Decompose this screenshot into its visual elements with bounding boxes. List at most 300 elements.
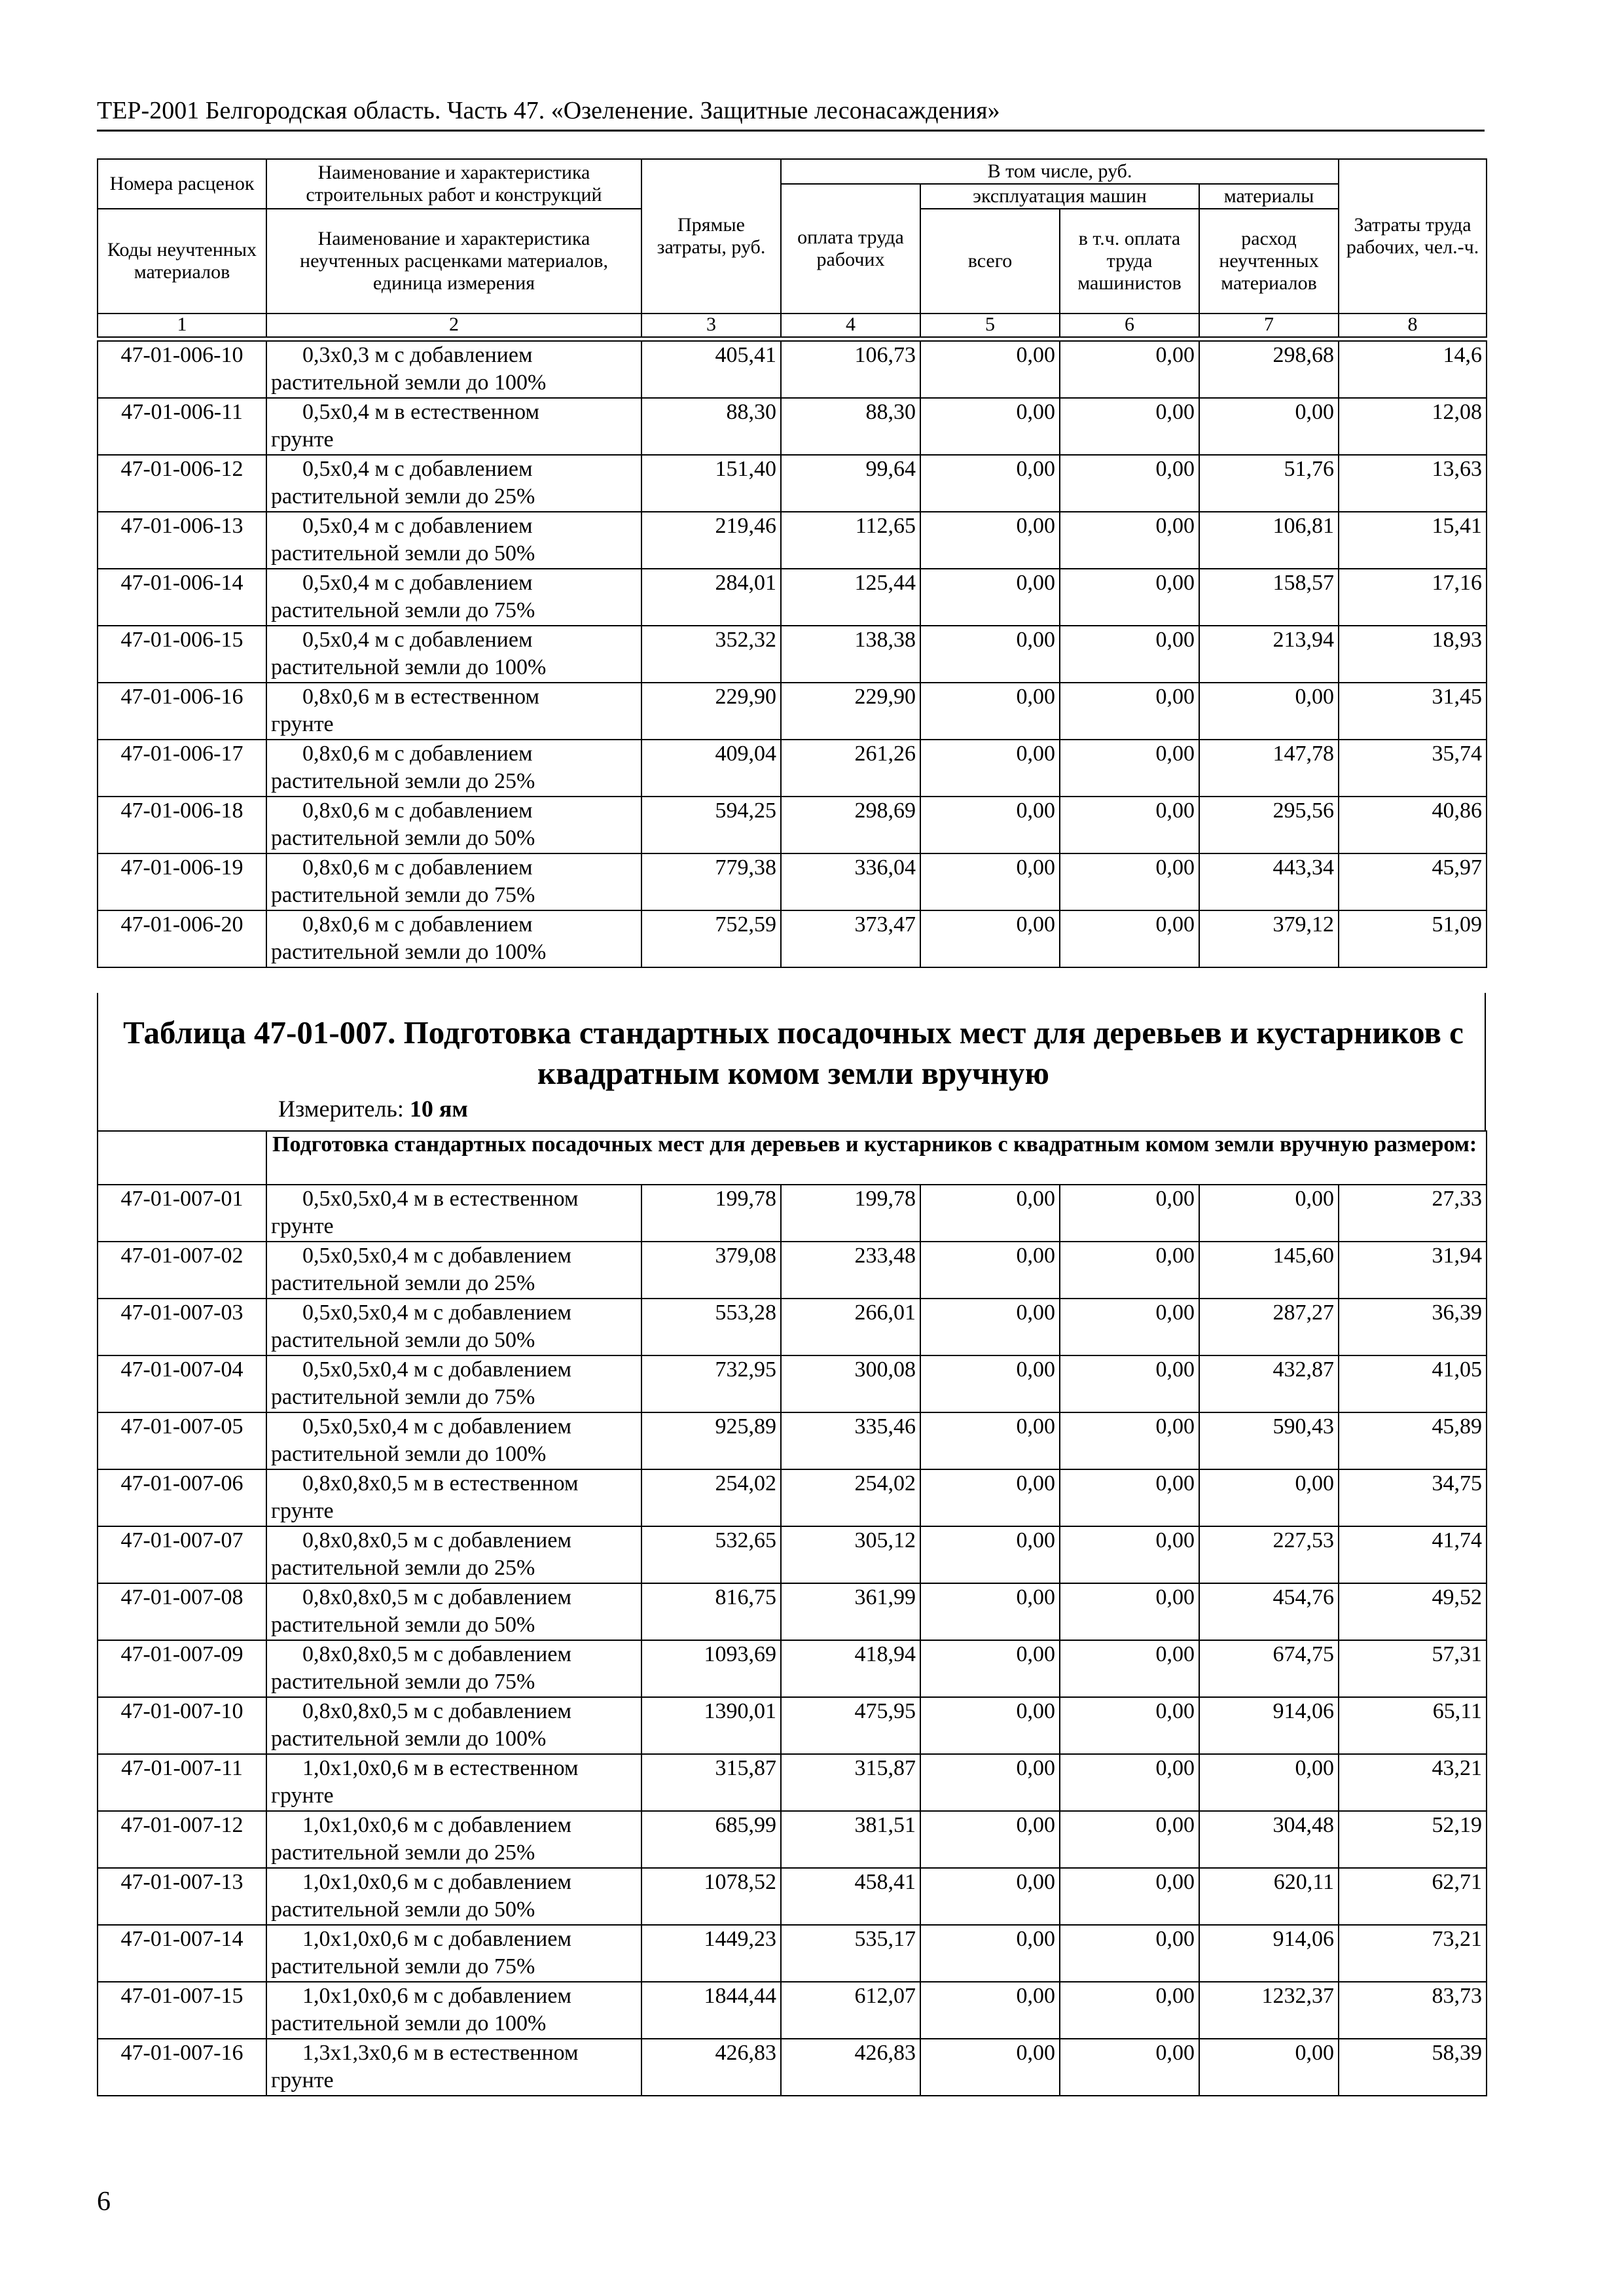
machines-total: 0,00 (920, 569, 1060, 626)
table-row (98, 2039, 1487, 2096)
rate-name-line-1: 0,3х0,3 м с добавлением (302, 343, 533, 367)
labor-hours: 34,75 (1339, 1469, 1487, 1526)
table-row (98, 1355, 1487, 1412)
rate-name-line-1: 1,0х1,0х0,6 м с добавлением (302, 1870, 571, 1894)
table-row (98, 1583, 1487, 1640)
rate-code: 47-01-007-08 (98, 1583, 266, 1640)
table-row (98, 1640, 1487, 1697)
labor-hours: 40,86 (1339, 797, 1487, 853)
direct-costs: 409,04 (641, 740, 781, 797)
table-header (97, 158, 1487, 338)
materials-cost: 213,94 (1199, 626, 1339, 683)
operator-pay: 0,00 (1060, 512, 1199, 569)
worker-pay: 475,95 (781, 1697, 920, 1754)
direct-costs: 553,28 (641, 1299, 781, 1355)
materials-cost: 454,76 (1199, 1583, 1339, 1640)
header-operator-pay: в т.ч. оплата труда машинистов (1060, 209, 1199, 314)
rate-code: 47-01-006-20 (98, 910, 266, 967)
rate-name (266, 626, 641, 683)
direct-costs: 779,38 (641, 853, 781, 910)
rate-code: 47-01-007-07 (98, 1526, 266, 1583)
direct-costs: 925,89 (641, 1412, 781, 1469)
measure-unit (278, 1094, 468, 1123)
labor-hours: 45,97 (1339, 853, 1487, 910)
rate-name-line-1: 0,5х0,5х0,4 м в естественном (302, 1187, 579, 1211)
machines-total: 0,00 (920, 797, 1060, 853)
table-row (98, 455, 1487, 512)
rate-name-line-2: грунте (271, 2068, 334, 2092)
rate-code: 47-01-007-14 (98, 1925, 266, 1982)
materials-cost: 0,00 (1199, 1469, 1339, 1526)
header-material-codes: Коды неучтенных материалов (98, 209, 266, 314)
rate-name-line-2: грунте (271, 1499, 334, 1523)
rate-code: 47-01-007-10 (98, 1697, 266, 1754)
worker-pay: 229,90 (781, 683, 920, 740)
rate-name-line-1: 0,5х0,5х0,4 м с добавлением (302, 1244, 571, 1268)
labor-hours: 43,21 (1339, 1754, 1487, 1811)
direct-costs: 284,01 (641, 569, 781, 626)
machines-total: 0,00 (920, 1640, 1060, 1697)
materials-cost: 298,68 (1199, 341, 1339, 398)
worker-pay: 612,07 (781, 1982, 920, 2039)
rate-code: 47-01-007-03 (98, 1299, 266, 1355)
operator-pay: 0,00 (1060, 1185, 1199, 1242)
table-row (98, 910, 1487, 967)
table-row (98, 1697, 1487, 1754)
rate-code: 47-01-007-13 (98, 1868, 266, 1925)
rate-name-line-2: растительной земли до 50% (271, 1613, 535, 1637)
labor-hours: 62,71 (1339, 1868, 1487, 1925)
machines-total: 0,00 (920, 512, 1060, 569)
rate-name (266, 1355, 641, 1412)
column-number: 5 (920, 314, 1060, 337)
materials-cost: 147,78 (1199, 740, 1339, 797)
worker-pay: 373,47 (781, 910, 920, 967)
direct-costs: 594,25 (641, 797, 781, 853)
worker-pay: 99,64 (781, 455, 920, 512)
direct-costs: 1449,23 (641, 1925, 781, 1982)
direct-costs: 426,83 (641, 2039, 781, 2096)
rates-table-47-01-007 (97, 1130, 1487, 2096)
rate-name-line-1: 0,5х0,4 м с добавлением (302, 514, 533, 538)
direct-costs: 199,78 (641, 1185, 781, 1242)
labor-hours: 31,94 (1339, 1242, 1487, 1299)
document-title: ТЕР-2001 Белгородская область. Часть 47. «Озеленение. Защитные лесонасаждения» (97, 97, 1000, 124)
labor-hours: 65,11 (1339, 1697, 1487, 1754)
worker-pay: 300,08 (781, 1355, 920, 1412)
worker-pay: 254,02 (781, 1469, 920, 1526)
materials-cost: 379,12 (1199, 910, 1339, 967)
labor-hours: 15,41 (1339, 512, 1487, 569)
measure-value: 10 ям (409, 1096, 468, 1122)
machines-total: 0,00 (920, 740, 1060, 797)
direct-costs: 229,90 (641, 683, 781, 740)
labor-hours: 13,63 (1339, 455, 1487, 512)
rate-name (266, 1982, 641, 2039)
rate-name-line-1: 0,5х0,5х0,4 м с добавлением (302, 1357, 571, 1382)
table-row (98, 1811, 1487, 1868)
table-row (98, 1982, 1487, 2039)
rate-name (266, 683, 641, 740)
operator-pay: 0,00 (1060, 569, 1199, 626)
operator-pay: 0,00 (1060, 853, 1199, 910)
rate-name-line-2: растительной земли до 100% (271, 2011, 547, 2036)
materials-cost: 443,34 (1199, 853, 1339, 910)
header-machine-operation: эксплуатация машин (920, 184, 1199, 209)
table-row (98, 853, 1487, 910)
rate-name (266, 512, 641, 569)
labor-hours: 57,31 (1339, 1640, 1487, 1697)
operator-pay: 0,00 (1060, 1640, 1199, 1697)
rate-name (266, 1811, 641, 1868)
materials-cost: 0,00 (1199, 1185, 1339, 1242)
materials-cost: 287,27 (1199, 1299, 1339, 1355)
worker-pay: 233,48 (781, 1242, 920, 1299)
rates-table-body (98, 1131, 1487, 2096)
labor-hours: 27,33 (1339, 1185, 1487, 1242)
rate-code: 47-01-007-12 (98, 1811, 266, 1868)
rate-code: 47-01-006-17 (98, 740, 266, 797)
machines-total: 0,00 (920, 1412, 1060, 1469)
materials-cost: 620,11 (1199, 1868, 1339, 1925)
machines-total: 0,00 (920, 853, 1060, 910)
machines-total: 0,00 (920, 1185, 1060, 1242)
section-spacer (98, 1131, 266, 1185)
materials-cost: 0,00 (1199, 683, 1339, 740)
labor-hours: 35,74 (1339, 740, 1487, 797)
table-row (98, 569, 1487, 626)
table-row (98, 1299, 1487, 1355)
table-row (98, 1925, 1487, 1982)
table-row (98, 398, 1487, 455)
table-row (98, 1754, 1487, 1811)
rate-name (266, 1925, 641, 1982)
materials-cost: 0,00 (1199, 398, 1339, 455)
direct-costs: 352,32 (641, 626, 781, 683)
rate-name-line-1: 1,3х1,3х0,6 м в естественном (302, 2041, 579, 2065)
operator-pay: 0,00 (1060, 1412, 1199, 1469)
rate-name-line-2: растительной земли до 100% (271, 655, 547, 679)
rate-name (266, 740, 641, 797)
rate-name-line-1: 0,8х0,6 м с добавлением (302, 912, 533, 937)
rate-name (266, 797, 641, 853)
rate-name-line-2: растительной земли до 25% (271, 1556, 535, 1580)
rate-name (266, 853, 641, 910)
table-row (98, 1242, 1487, 1299)
worker-pay: 335,46 (781, 1412, 920, 1469)
worker-pay: 381,51 (781, 1811, 920, 1868)
rate-name-line-2: растительной земли до 75% (271, 1954, 535, 1979)
materials-cost: 295,56 (1199, 797, 1339, 853)
rate-name-line-1: 0,5х0,5х0,4 м с добавлением (302, 1414, 571, 1439)
direct-costs: 88,30 (641, 398, 781, 455)
rate-name (266, 1868, 641, 1925)
operator-pay: 0,00 (1060, 1469, 1199, 1526)
rate-code: 47-01-007-15 (98, 1982, 266, 2039)
rate-name-line-1: 0,5х0,4 м в естественном (302, 400, 540, 424)
operator-pay: 0,00 (1060, 341, 1199, 398)
materials-cost: 106,81 (1199, 512, 1339, 569)
rate-name-line-1: 0,8х0,8х0,5 м с добавлением (302, 1528, 571, 1552)
worker-pay: 535,17 (781, 1925, 920, 1982)
machines-total: 0,00 (920, 1697, 1060, 1754)
materials-cost: 304,48 (1199, 1811, 1339, 1868)
machines-total: 0,00 (920, 2039, 1060, 2096)
rate-code: 47-01-006-18 (98, 797, 266, 853)
header-machines-total: всего (920, 209, 1060, 314)
rate-code: 47-01-006-12 (98, 455, 266, 512)
rate-code: 47-01-006-14 (98, 569, 266, 626)
rate-name-line-2: растительной земли до 75% (271, 1385, 535, 1409)
header-worker-pay: оплата труда рабочих (781, 184, 920, 314)
header-labor-hours: Затраты труда рабочих, чел.-ч. (1339, 159, 1487, 314)
operator-pay: 0,00 (1060, 1583, 1199, 1640)
labor-hours: 58,39 (1339, 2039, 1487, 2096)
direct-costs: 1093,69 (641, 1640, 781, 1697)
labor-hours: 17,16 (1339, 569, 1487, 626)
machines-total: 0,00 (920, 1469, 1060, 1526)
rate-code: 47-01-007-02 (98, 1242, 266, 1299)
operator-pay: 0,00 (1060, 1754, 1199, 1811)
labor-hours: 18,93 (1339, 626, 1487, 683)
rate-name-line-1: 0,5х0,4 м с добавлением (302, 571, 533, 595)
materials-cost: 1232,37 (1199, 1982, 1339, 2039)
page-number: 6 (97, 2187, 111, 2217)
rate-name-line-1: 0,8х0,8х0,5 м с добавлением (302, 1585, 571, 1609)
measure-label: Измеритель: (278, 1096, 404, 1122)
direct-costs: 532,65 (641, 1526, 781, 1583)
rate-name-line-1: 1,0х1,0х0,6 м с добавлением (302, 1813, 571, 1837)
rate-name (266, 910, 641, 967)
rate-name (266, 1185, 641, 1242)
rate-name-line-1: 1,0х1,0х0,6 м с добавлением (302, 1984, 571, 2008)
worker-pay: 426,83 (781, 2039, 920, 2096)
column-number: 3 (641, 314, 781, 337)
operator-pay: 0,00 (1060, 1526, 1199, 1583)
column-number: 2 (266, 314, 641, 337)
rate-name-line-1: 0,5х0,4 м с добавлением (302, 457, 533, 481)
materials-cost: 674,75 (1199, 1640, 1339, 1697)
materials-cost: 158,57 (1199, 569, 1339, 626)
header-material-names: Наименование и характеристика неучтенных расценками материалов, единица измерения (266, 209, 641, 314)
rate-code: 47-01-007-11 (98, 1754, 266, 1811)
rate-name-line-2: грунте (271, 712, 334, 736)
materials-cost: 0,00 (1199, 1754, 1339, 1811)
rate-name-line-1: 0,5х0,4 м с добавлением (302, 628, 533, 652)
machines-total: 0,00 (920, 1355, 1060, 1412)
direct-costs: 151,40 (641, 455, 781, 512)
machines-total: 0,00 (920, 1299, 1060, 1355)
rate-code: 47-01-006-19 (98, 853, 266, 910)
materials-cost: 0,00 (1199, 2039, 1339, 2096)
machines-total: 0,00 (920, 683, 1060, 740)
operator-pay: 0,00 (1060, 455, 1199, 512)
table-title: Таблица 47-01-007. Подготовка стандартных посадочных мест для деревьев и кустарников с квадратным комом земли вручную (123, 1014, 1464, 1091)
operator-pay: 0,00 (1060, 1982, 1199, 2039)
worker-pay: 418,94 (781, 1640, 920, 1697)
rate-name (266, 1583, 641, 1640)
column-number: 1 (98, 314, 266, 337)
rate-name (266, 1754, 641, 1811)
rate-code: 47-01-007-04 (98, 1355, 266, 1412)
column-number: 8 (1339, 314, 1487, 337)
rate-code: 47-01-007-01 (98, 1185, 266, 1242)
section-row (98, 1131, 1487, 1185)
operator-pay: 0,00 (1060, 910, 1199, 967)
worker-pay: 261,26 (781, 740, 920, 797)
direct-costs: 732,95 (641, 1355, 781, 1412)
worker-pay: 315,87 (781, 1754, 920, 1811)
machines-total: 0,00 (920, 1583, 1060, 1640)
worker-pay: 112,65 (781, 512, 920, 569)
table-row (98, 626, 1487, 683)
table-row (98, 1185, 1487, 1242)
header-direct-costs: Прямые затраты, руб. (641, 159, 781, 314)
rate-name-line-1: 0,5х0,5х0,4 м с добавлением (302, 1300, 571, 1325)
rates-table-47-01-006 (97, 340, 1487, 968)
worker-pay: 361,99 (781, 1583, 920, 1640)
rate-name (266, 398, 641, 455)
labor-hours: 14,6 (1339, 341, 1487, 398)
materials-cost: 914,06 (1199, 1697, 1339, 1754)
rate-code: 47-01-006-11 (98, 398, 266, 455)
rates-table-body (98, 341, 1487, 967)
labor-hours: 52,19 (1339, 1811, 1487, 1868)
rate-name-line-2: грунте (271, 427, 334, 452)
rate-name (266, 1697, 641, 1754)
machines-total: 0,00 (920, 1242, 1060, 1299)
operator-pay: 0,00 (1060, 626, 1199, 683)
worker-pay: 458,41 (781, 1868, 920, 1925)
operator-pay: 0,00 (1060, 1811, 1199, 1868)
labor-hours: 36,39 (1339, 1299, 1487, 1355)
labor-hours: 45,89 (1339, 1412, 1487, 1469)
rate-name-line-2: растительной земли до 75% (271, 1670, 535, 1694)
machines-total: 0,00 (920, 1811, 1060, 1868)
rate-name (266, 1299, 641, 1355)
worker-pay: 266,01 (781, 1299, 920, 1355)
worker-pay: 336,04 (781, 853, 920, 910)
labor-hours: 83,73 (1339, 1982, 1487, 2039)
table-row (98, 797, 1487, 853)
materials-cost: 914,06 (1199, 1925, 1339, 1982)
rate-name (266, 569, 641, 626)
rate-code: 47-01-006-16 (98, 683, 266, 740)
header-rate-number: Номера расценок (98, 159, 266, 209)
direct-costs: 1844,44 (641, 1982, 781, 2039)
rate-name-line-2: растительной земли до 100% (271, 1727, 547, 1751)
rate-name-line-2: растительной земли до 50% (271, 826, 535, 850)
rate-name-line-2: грунте (271, 1214, 334, 1238)
rate-code: 47-01-007-16 (98, 2039, 266, 2096)
machines-total: 0,00 (920, 1868, 1060, 1925)
machines-total: 0,00 (920, 626, 1060, 683)
direct-costs: 219,46 (641, 512, 781, 569)
operator-pay: 0,00 (1060, 740, 1199, 797)
worker-pay: 199,78 (781, 1185, 920, 1242)
labor-hours: 51,09 (1339, 910, 1487, 967)
materials-cost: 51,76 (1199, 455, 1339, 512)
header-including: В том числе, руб. (781, 159, 1339, 184)
worker-pay: 125,44 (781, 569, 920, 626)
direct-costs: 254,02 (641, 1469, 781, 1526)
machines-total: 0,00 (920, 1526, 1060, 1583)
operator-pay: 0,00 (1060, 398, 1199, 455)
labor-hours: 31,45 (1339, 683, 1487, 740)
rate-name-line-1: 0,8х0,6 м с добавлением (302, 855, 533, 880)
rate-name-line-1: 0,8х0,6 м в естественном (302, 685, 540, 709)
table-row (98, 512, 1487, 569)
labor-hours: 49,52 (1339, 1583, 1487, 1640)
direct-costs: 752,59 (641, 910, 781, 967)
column-number: 6 (1060, 314, 1199, 337)
table-row (98, 1868, 1487, 1925)
rate-name-line-1: 1,0х1,0х0,6 м в естественном (302, 1756, 579, 1780)
rate-name-line-1: 0,8х0,8х0,5 м в естественном (302, 1471, 579, 1496)
direct-costs: 816,75 (641, 1583, 781, 1640)
rate-code: 47-01-007-05 (98, 1412, 266, 1469)
column-number: 4 (781, 314, 920, 337)
operator-pay: 0,00 (1060, 683, 1199, 740)
materials-cost: 145,60 (1199, 1242, 1339, 1299)
worker-pay: 88,30 (781, 398, 920, 455)
column-number: 7 (1199, 314, 1339, 337)
direct-costs: 315,87 (641, 1754, 781, 1811)
operator-pay: 0,00 (1060, 1868, 1199, 1925)
direct-costs: 685,99 (641, 1811, 781, 1868)
worker-pay: 298,69 (781, 797, 920, 853)
machines-total: 0,00 (920, 1925, 1060, 1982)
direct-costs: 405,41 (641, 341, 781, 398)
labor-hours: 73,21 (1339, 1925, 1487, 1982)
rate-name-line-2: растительной земли до 75% (271, 598, 535, 622)
table-row (98, 683, 1487, 740)
rate-name-line-2: грунте (271, 1784, 334, 1808)
header-work-name: Наименование и характеристика строительных работ и конструкций (266, 159, 641, 209)
labor-hours: 41,05 (1339, 1355, 1487, 1412)
materials-cost: 590,43 (1199, 1412, 1339, 1469)
table-row (98, 1526, 1487, 1583)
direct-costs: 379,08 (641, 1242, 781, 1299)
rate-name-line-1: 0,8х0,6 м с добавлением (302, 798, 533, 823)
rate-name-line-2: растительной земли до 25% (271, 484, 535, 509)
worker-pay: 138,38 (781, 626, 920, 683)
machines-total: 0,00 (920, 1754, 1060, 1811)
rate-name (266, 341, 641, 398)
rate-name (266, 1242, 641, 1299)
operator-pay: 0,00 (1060, 1242, 1199, 1299)
rate-name-line-2: растительной земли до 25% (271, 769, 535, 793)
operator-pay: 0,00 (1060, 1355, 1199, 1412)
operator-pay: 0,00 (1060, 2039, 1199, 2096)
rate-code: 47-01-006-10 (98, 341, 266, 398)
page-header (97, 96, 1485, 132)
rate-name (266, 2039, 641, 2096)
rate-code: 47-01-007-09 (98, 1640, 266, 1697)
rate-code: 47-01-006-15 (98, 626, 266, 683)
materials-cost: 227,53 (1199, 1526, 1339, 1583)
rate-name-line-2: растительной земли до 25% (271, 1271, 535, 1295)
rate-code: 47-01-007-06 (98, 1469, 266, 1526)
header-unaccounted-materials: расход неучтенных материалов (1199, 209, 1339, 314)
machines-total: 0,00 (920, 398, 1060, 455)
table-caption-block (97, 993, 1486, 1130)
operator-pay: 0,00 (1060, 1925, 1199, 1982)
rate-name-line-1: 1,0х1,0х0,6 м с добавлением (302, 1927, 571, 1951)
header-materials: материалы (1199, 184, 1339, 209)
table-row (98, 1412, 1487, 1469)
materials-cost: 432,87 (1199, 1355, 1339, 1412)
